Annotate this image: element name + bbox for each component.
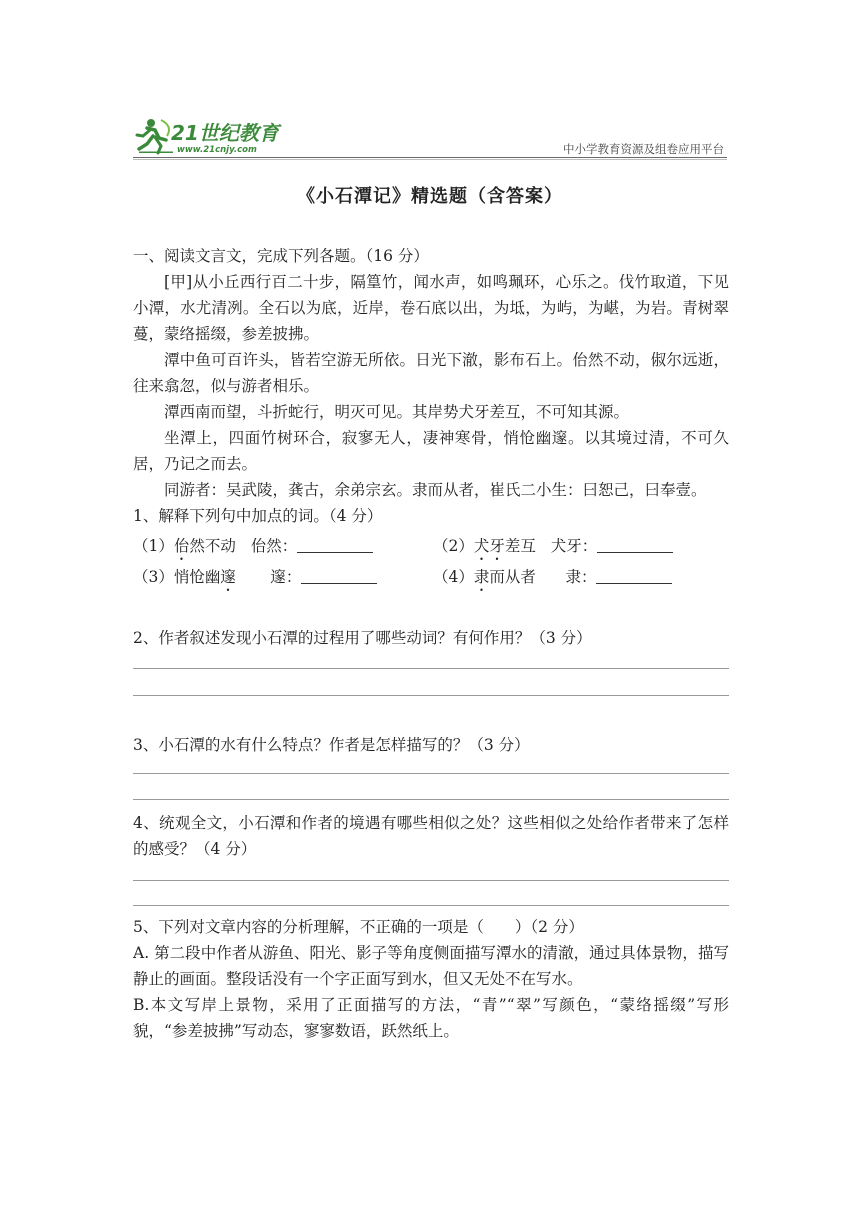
option-a[interactable]: A. 第二段中作者从游鱼、阳光、影子等角度侧面描写潭水的清澈，通过具体景物，描写静止的画面。整段话没有一个字正面写到水，但又无处不在写水。 — [133, 944, 729, 988]
header-rule — [133, 157, 727, 158]
question-1-item: （3）悄怆幽邃 邃： — [133, 564, 433, 595]
question-1-row — [133, 533, 729, 564]
question-1-item: （1）佁然不动 佁然： — [133, 533, 433, 564]
question-4-stem: 4、统观全文，小石潭和作者的境遇有哪些相似之处？这些相似之处给作者带来了怎样的感受？（4 分） — [133, 814, 729, 858]
question-1-item: （2）犬牙差互 犬牙： — [433, 533, 673, 564]
question-5-stem: 5、下列对文章内容的分析理解，不正确的一项是（ ）（2 分） — [133, 918, 584, 936]
page-title: 《小石潭记》精选题（含答案） — [297, 186, 563, 207]
site-logo — [133, 116, 283, 156]
answer-blank[interactable] — [596, 567, 672, 584]
passage-paragraph: 潭中鱼可百许头，皆若空游无所依。日光下澈，影布石上。佁然不动，俶尔远逝，往来翕忽，似与游者相乐。 — [133, 351, 729, 395]
header-rule-thin — [133, 159, 727, 160]
answer-blank[interactable] — [297, 536, 373, 553]
document-body — [133, 243, 729, 1044]
question-2-stem: 2、作者叙述发现小石潭的过程用了哪些动词？有何作用？（3 分） — [133, 629, 592, 647]
answer-blank[interactable] — [301, 567, 377, 584]
dotted-word: 隶 — [473, 568, 490, 586]
dotted-word: 犬牙 — [473, 537, 505, 555]
option-b[interactable]: B.本文写岸上景物，采用了正面描写的方法，“青”“翠”写颜色，“蒙络摇缀”写形貌，“参差披拂”写动态，寥寥数语，跃然纸上。 — [133, 996, 729, 1040]
answer-blank[interactable] — [597, 536, 673, 553]
question-1-item: （4）隶而从者 隶： — [433, 564, 672, 595]
logo-url: www.21cnjy.com — [177, 145, 257, 155]
question-1-row — [133, 564, 729, 595]
passage-paragraph: 同游者：吴武陵，龚古，余弟宗玄。隶而从者，崔氏二小生：曰恕己，曰奉壹。 — [164, 481, 707, 499]
question-1-stem: 1、解释下列句中加点的词。（4 分） — [133, 507, 383, 525]
section-heading: 一、阅读文言文，完成下列各题。（16 分） — [133, 247, 429, 265]
passage-paragraph: 潭西南而望，斗折蛇行，明灭可见。其岸势犬牙差互，不可知其源。 — [164, 403, 630, 421]
passage-paragraph: [甲]从小丘西行百二十步，隔篁竹，闻水声，如鸣珮环，心乐之。伐竹取道，下见小潭，水尤清冽。全石以为底，近岸，卷石底以出，为坻，为屿，为嵁，为岩。青树翠蔓，蒙络摇缀，参差披拂。 — [133, 273, 729, 343]
question-3-stem: 3、小石潭的水有什么特点？作者是怎样描写的？（3 分） — [133, 736, 530, 754]
dotted-word: 邃 — [220, 568, 236, 586]
runner-icon — [137, 119, 169, 153]
platform-name: 中小学教育资源及组卷应用平台 — [563, 142, 724, 156]
dotted-word: 佁 — [173, 537, 190, 555]
passage-paragraph: 坐潭上，四面竹树环合，寂寥无人，凄神寒骨，悄怆幽邃。以其境过清，不可久居，乃记之而去。 — [133, 429, 729, 473]
logo-wordmark: 21世纪教育 — [171, 121, 279, 145]
